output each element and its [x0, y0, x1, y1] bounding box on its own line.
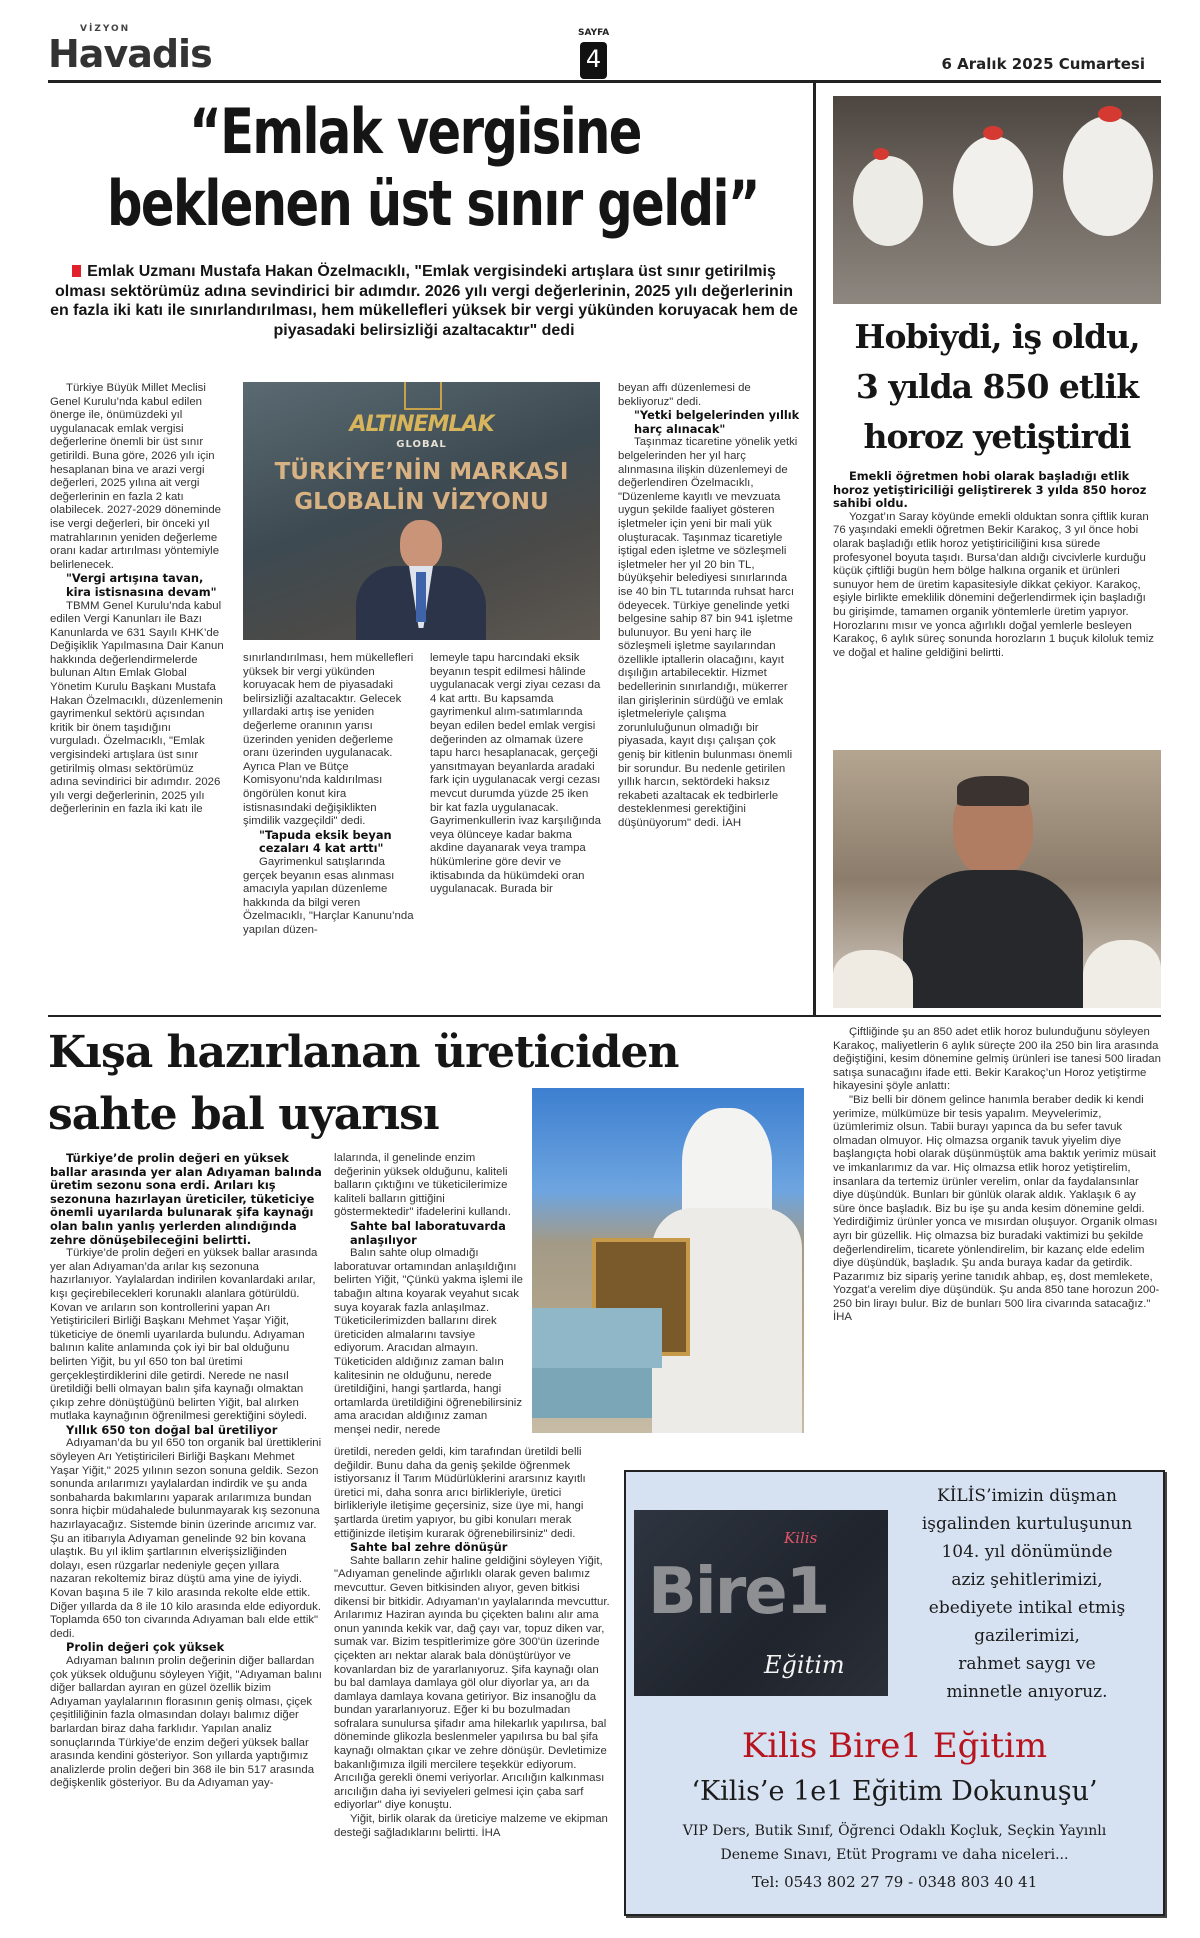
photo-sign-sub: GLOBAL [396, 439, 447, 450]
article1-photo [243, 382, 600, 640]
page-label: SAYFA [578, 28, 610, 38]
article1-subheading: "Vergi artışına tavan, kira istisnasına devam" [66, 571, 217, 599]
beehive [532, 1308, 662, 1368]
ad-memorial-message [894, 1482, 1160, 1706]
article1-column2 [243, 652, 415, 937]
article2-headline-line2: 3 yılda 850 etlik [855, 367, 1139, 406]
article3-column2-top [334, 1152, 524, 1437]
issue-date: 6 Aralık 2025 Cumartesi [941, 55, 1145, 73]
ad-message-line: 104. yıl dönümünde [941, 1542, 1113, 1562]
column-divider [813, 80, 816, 1015]
bullet-square-icon [72, 265, 81, 277]
article3-paragraph: Türkiye’de prolin değeri en yüksek ballar arasında yer alan Adıyaman’da arılar kış sezonuna hazırlanıyor. Yaylalardan indirilen kovanlardaki arılar, kışı geçirebilecekleri korunaklı alanlara götürüldü. Kovan ve arıların son kontrollerini yapan Arı Yetiştiricileri Birliği Başkanı Mehmet Yaşar Yiğit, tüketiciye de önemli uyarılarda bulundu. Adıyaman balının kalite anlamında çok iyi bir bal olduğunu belirten Yiğit, bu yıl 650 ton bal üretimi gerçekleştirdiklerini dile getirdi. Nerede ne nasıl üretildiği belli olmayan balın şifa kaynağı olmaktan çıkıp zehre dönüştüğünü belirten Yiğit, bal alırken mutlaka kaynağının öğrenilmesi gerektiğini söyledi. [50, 1247, 318, 1423]
article2-body-bottom [833, 1026, 1161, 1325]
ad-message-line: KİLİS’imizin düşman [937, 1486, 1117, 1506]
masthead-rule [48, 80, 1161, 83]
article3-subheading: Prolin değeri çok yüksek [66, 1640, 225, 1655]
right-column-rule [813, 1015, 1161, 1017]
article1-spot [48, 262, 800, 340]
article1-column1 [50, 382, 224, 817]
ad-logo-script-top: Kilis [784, 1529, 818, 1547]
ad-message-line: gazilerimizi, [974, 1626, 1080, 1646]
article3-column1 [50, 1152, 322, 1791]
ad-message-line: işgalinden kurtuluşunun [921, 1514, 1133, 1534]
rooster-shape [1063, 116, 1153, 236]
article3-headline-line2: sahte bal uyarısı [48, 1089, 439, 1140]
article1-column3 [430, 652, 602, 897]
article2-headline-line3: horoz yetiştirdi [863, 417, 1131, 456]
ad-logo-script-bottom: Eğitim [764, 1651, 845, 1679]
ad-services-line1: VIP Ders, Butik Sınıf, Öğrenci Odaklı Koçluk, Seçkin Yayınlı [682, 1823, 1107, 1839]
article1-paragraph: sınırlandırılması, hem mükellefleri yüksek bir vergi yükünden koruyacak hem de piyasadaki belirsizliği azaltacaktır. Gelecek yıllardaki artış ise yeniden değerleme oranının yarısı üzerinden yeniden değerleme oranı üzerinden uygulanacak. Ayrıca Plan ve Bütçe Komisyonu’nda kaldırılması öngörülen konut kira istisnasındaki değişiklikten şimdilik vazgeçildi" dedi. [243, 652, 414, 828]
ad-brand: Kilis Bire1 Eğitim [741, 1726, 1048, 1766]
rooster-comb [873, 148, 889, 160]
article1-paragraph: Taşınmaz ticaretine yönelik yetki belgelerinden her yıl harç alınmasına ilişkin düzenlemeyi de değerlendiren Özelmacıklı, "Düzenleme kayıtlı ve mevzuata uygun şekilde faaliyet gösteren işletmeler için yeni bir mali yük oluşturacak. Taşınmaz ticaretiyle iştigal eden işletme ve sözleşmeli işletmeler her yıl 20 bin TL, büyükşehir belediyesi sınırlarında ise 40 bin TL tutarında ruhsat harcı ödeyecek. Türkiye genelinde yetki belgesine sahip 87 bin 941 işletme bulunuyor. Bu yeni harç ile sözleşmeli işletme sayılarından özellikle iptallerin olacağını, kayıt dışılığın artabilecektir. Hizmet bedellerinin sınırlandığı, mükerrer ilan girişlerinin sürdüğü ve emlak işletmeleriyle çalışma zorunluluğunun olmadığı bir piyasada, kayıt dışı çalışan çok geniş bir kitlenin bulunması önemli bir sorundur. Bu nedenle getirilen yıllık harcın, sektördeki haksız rekabeti azaltacak ek tedbirlerle desteklenmesi gerektiğini düşünüyorum" dedi. İAH [618, 436, 798, 829]
article3-column2-bottom [334, 1446, 612, 1840]
article2-paragraph: Çiftliğinde şu an 850 adet etlik horoz bulunduğunu söyleyen Karakoç, maliyetlerin 6 aylık süreçte 200 ila 250 bin lira arasında değiştiğini, kesim dönemine gelmiş ürünleri ise tanesi 500 liradan satışa sunacağını ifade etti. Bekir Karakoç’un Horoz yetiştirme hikayesini şöyle anlattı: [833, 1026, 1161, 1093]
article2-headline-line1: Hobiydi, iş oldu, [854, 317, 1140, 356]
kilis-bire1-ad [624, 1470, 1165, 1916]
rooster-shape [953, 136, 1033, 246]
rooster-comb [983, 126, 1003, 140]
ad-message-line: rahmet saygı ve [958, 1654, 1096, 1674]
farmer-jacket [903, 870, 1083, 1008]
article2-paragraph: "Biz belli bir dönem gelince hanımla beraber dedik ki kendi yerimize, mülkümüze bir tesis yapalım. Meyvelerimiz, üzümlerimiz olsun. Tabii burayı yapınca da bu sefer tavuk olmadan olmuyor. Hiç olmazsa organik tavuk yiyelim diye başlangıçta hobi olarak düşünmüştük ama baktık yerimiz müsait ve imkanlarımız da var. Hiç olmazsa etlik horoz yetiştirelim, insanlara da tertemiz ürünler verelim, onlar da faydalansınlar diye düşündük. Bunları bir günlük olarak aldık. Yaklaşık 6 ay süre önce başladık. Biz bu işe şu anda kesim dönemine geldi. Yedirdiğimiz ürünler yonca ve mısırdan oluşuyor. Organik olması ayrı bir güzellik. Hiç olmazsa biz buradaki vaktimizi bu şekilde değerlendirelim, ticarete yönlendirelim, bir kazanç elde edelim diye düşündük, başladık. Şu anda buraya kadar da getirdik. Pazarımız biz sipariş yerine tanıdık ahbap, eş, dost memlekete, Yozgat’a verelim diye düşündük. Şu anda 850 tane horozun 200-250 bin lirayı bulur. Biz de bunları 500 lira civarında satacağız." İHA [833, 1093, 1160, 1324]
article1-headline-line2: beklenen üst sınır geldi” [107, 167, 759, 240]
brand-small: VİZYON [80, 24, 131, 34]
ad-logo-panel [634, 1510, 888, 1696]
article3-lead: Türkiye’de prolin değeri en yüksek ballar arasında yer alan Adıyaman balında üretim sezonu sona erdi. Arıları kış sezonuna hazırlayan üreticiler, tüketiciye önemli uyarılarda bulunarak şifa kaynağı olan balın yanlış yerlerden alındığında zehre dönüşebileceğini belirtti. [50, 1151, 322, 1247]
article2-lead: Emekli öğretmen hobi olarak başladığı etlik horoz yetiştiriciliği geliştirerek 3 yılda 850 horoz sahibi oldu. [833, 469, 1147, 511]
article2-headline [833, 312, 1161, 462]
brand-emblem-icon [404, 382, 442, 410]
article3-paragraph: Yiğit, birlik olarak da üreticiye malzeme ve ekipman desteği sağladıklarını belirtti. İHA [334, 1813, 608, 1839]
article2-body-top [833, 470, 1161, 660]
farmer-hair [957, 776, 1029, 806]
article1-paragraph: beyan affı düzenlemesi de bekliyoruz" dedi. [618, 382, 751, 408]
article1-bottom-rule [48, 1015, 816, 1017]
article1-paragraph: Türkiye Büyük Millet Meclisi Genel Kurulu’nda kabul edilen önerge ile, önümüzdeki yıl uygulanacak emlak vergisi değerlerine önemli bir üst sınır getirildi. Buna göre, 2026 yılı için hesaplanan bina ve arazi vergi değerleri, 2025 yılına ait vergi değerlerinin en fazla 2 katı olabilecek. 2027-2029 döneminde ise vergi değerleri, bir önceki yıl matrahlarının yeniden değerleme oranı kadar artırılması yöntemiyle belirlenecek. [50, 382, 221, 571]
farmer-photo [833, 750, 1161, 1008]
ad-logo-main: Bire1 [648, 1555, 829, 1629]
rooster-comb [1098, 106, 1122, 122]
person-tie [416, 572, 426, 622]
article1-paragraph: TBMM Genel Kurulu’nda kabul edilen Vergi Kanunları ile Bazı Kanunlarda ve 631 Sayılı KHK’de Değişiklik Yapılmasına Dair Kanun hakkında değerlendirmelerde bulunan Altın Emlak Global Yönetim Kurulu Başkanı Mustafa Hakan Özelmacıklı, düzenlemenin gayrimenkul sektörü açısından kritik bir önem taşıdığını vurguladı. Özelmacıklı, "Emlak vergisindeki artışlara üst sınır getirilmiş olması sektörümüz adına sevindirici bir adımdır. 2026 yılı vergi değerlerinin, 2025 yılı değerlerinin en fazla iki katı ile [50, 599, 224, 816]
article1-headline-line1: “Emlak vergisine [189, 95, 641, 168]
article2-paragraph: Yozgat’ın Saray köyünde emekli olduktan sonra çiftlik kuran 76 yaşındaki emekli öğretmen Bekir Karakoç, 3 yıl önce hobi olarak başladığı etlik horoz yetiştiriciliğini kısa sürede profesyonel boyuta taşıdı. Bursa’dan aldığı civcivlerle kurduğu küçük çiftliği bugün hem bölge halkına organik et ürünleri sunuyor hem de üretim kapasitesiyle dikkat çekiyor. Karakoç, eşiyle birlikte emeklilik dönemini değerlendirmek için başladığı bu girişimde, tamamen organik yöntemlerle üretim yapıyor. Horozlarını mısır ve yonca ağırlıklı doğal yemlerle besleyen Karakoç, 6 aylık süreç sonunda horozların 1 buçuk kiloluk temiz ve doğal et haline geldiğini belirtti. [833, 510, 1154, 659]
rooster-shape [853, 156, 923, 246]
photo-sign-brand: ALTINEMLAK [349, 412, 494, 437]
hen-group [1083, 940, 1161, 1008]
article3-headline-line1: Kışa hazırlanan üreticiden [48, 1027, 679, 1078]
article3-paragraph: üretildi, nereden geldi, kim tarafından üretildi belli değildir. Bunu daha da geniş şekilde öğrenmek istiyorsanız İl Tarım Müdürlüklerini ararsınız kayıtlı üretici mi, daha sonra arıcı birlikleriyle, üretici birlikleriyle iletişime geçersiniz, size üye mi, hangi şartlarda üretim yapıyor, bu gibi konuları merak ettiğinizde iletişim kurarak öğrenebilirsiniz" dedi. [334, 1446, 586, 1540]
ad-slogan: ‘Kilis’e 1e1 Eğitim Dokunuşu’ [691, 1776, 1098, 1807]
article1-paragraph: lemeyle tapu harcındaki eksik beyanın tespit edilmesi hâlinde uygulanacak vergi ziyaı cezası da 4 kat arttı. Bu kapsamda gayrimenkul alım-satımlarında beyan edilen bedel emlak vergisi değerinden az olmamak üzere tapu harcı hesaplanacak, gerçeği yansıtmayan beyanlarda aradaki fark için uygulanacak vergi cezası mevcut durumda yüzde 25 iken bir kat fazla uygulanacak. Gayrimenkullerin ivaz karşılığında veya ölünceye kadar bakma akdine dayanarak veya trampa hükümlerine göre devir ve iktisabında da hükümdeki oran uygulanacak. Burada bir [430, 652, 601, 896]
roosters-photo [833, 96, 1161, 304]
beehive [532, 1368, 652, 1418]
article1-subheading: "Yetki belgelerinden yıllık harç alınacak" [634, 408, 800, 436]
article3-subheading: Yıllık 650 ton doğal bal üretiliyor [66, 1422, 278, 1437]
article3-paragraph: Balın sahte olup olmadığı laboratuvar ortamından anlaşıldığını belirten Yiğit, "Çünkü yakma işlemi ile tabağın altına koyarak veyahut sıcak suya koyarak fazla anlaşılmaz. Tüketicilerimizden ballarını direk üreticiden almalarını tavsiye ediyorum. Aracıdan almayın. Tüketiciden aldığınız zaman balın kalitesinin ne olduğunu, nerede üretildiğini, hangi şartlarda, hangi ortamlarda üretildiğini öğrenebilirsiniz ama aracıdan aldığınız zaman menşei nedir, nerede [334, 1247, 523, 1436]
photo-sign-line1: TÜRKİYE’NİN MARKASI [274, 459, 569, 485]
article1-spot-text: Emlak Uzmanı Mustafa Hakan Özelmacıklı, "Emlak vergisindeki artışlara üst sınır getirilmiş olması sektörümüz adına sevindirici bir adımdır. 2026 yılı vergi değerlerinin, 2025 yılı değerlerinin en fazla iki katı ile sınırlandırılması, hem mükellefleri yüksek bir vergi yükünden koruyacak hem de piyasadaki belirsizliği azaltacaktır" dedi [50, 263, 798, 339]
ad-message-line: ebediyete intikal etmiş [928, 1598, 1126, 1618]
page-number: 4 [580, 42, 607, 79]
beekeeper-photo [532, 1088, 804, 1433]
article3-subheading: Sahte bal laboratuvarda anlaşılıyor [350, 1218, 506, 1247]
photo-sign-line2: GLOBALİN VİZYONU [294, 489, 549, 515]
article3-paragraph: Adıyaman’da bu yıl 650 ton organik bal ürettiklerini söyleyen Arı Yetiştiricileri Birliği Başkanı Mehmet Yaşar Yiğit," 2025 yılının sezon sonuna geldik. Sezon sonunda arılarımızı yaylalardan indirdik ve şu anda sonbaharda bakımlarını yaparak arılarımıza bundan sonra hiçbir müdahalede bulunmayarak kış sezonuna hazırlayacağız. Sistemde binin üzerinde arıcımız var. Şu an itibarıyla Adıyaman genelinde 92 bin kovana ulaştık. Bu yıl iklim şartlarının elverişsizliğinden dolayı, esen rüzgarlar nedeniyle geçen yıllara nazaran rekoltemiz biraz düştü ama yine de iyiydi. Kovan başına 5 ile 7 kilo arasında rekolte elde ettik. Diğer yıllarda da 8 ile 10 kilo arasında elde ediyorduk. Toplamda 650 ton civarında Adıyaman balı elde ettik" dedi. [50, 1437, 322, 1640]
ad-services-line2: Deneme Sınavı, Etüt Programı ve daha niceleri... [720, 1847, 1069, 1863]
article1-column4 [618, 382, 802, 831]
article3-subheading: Sahte bal zehre dönüşür [350, 1540, 508, 1555]
article1-subheading: "Tapuda eksik beyan cezaları 4 kat arttı" [259, 827, 392, 856]
hen-group [833, 950, 913, 1008]
ad-phone[interactable]: Tel: 0543 802 27 79 - 0348 803 40 41 [751, 1873, 1038, 1891]
person-head [400, 520, 442, 570]
article1-paragraph: Gayrimenkul satışlarında gerçek beyanın esas alınması amacıyla yapılan düzenleme hakkında da bilgi veren Özelmacıklı, "Harçlar Kanunu’nda yapılan düzen- [243, 855, 414, 936]
ad-message-line: aziz şehitlerimizi, [951, 1570, 1103, 1590]
article1-headline [30, 96, 800, 240]
article3-paragraph: Adıyaman balının prolin değerinin diğer ballardan çok yüksek olduğunu söyleyen Yiğit, "Adıyaman balını diğer ballardan ayıran en güzel özellik bizim Adıyaman yaylalarının florasının geniş olması, çiçek çeşitliliğinin fazla olmasından dolayı balımız diğer barlardan biraz daha farklıdır. Yapılan analiz sonuçlarında Türkiye’de enzim değeri yüksek ballar arasında kendini gösteriyor. Son yıllarda yaptığımız analizlerde prolin değeri bin 368 ile bin 517 arasında değişkenlik gösteriyor. Bu da Adıyaman yay- [50, 1654, 322, 1790]
article3-paragraph: lalarında, il genelinde enzim değerinin yüksek olduğunu, kaliteli balların çıktığını ve tüketicilerimize kaliteli balların gittiğini göstermektedir" ifadelerini kullandı. [334, 1152, 511, 1219]
brand-logo: Havadis [48, 32, 212, 76]
article3-paragraph: Sahte balların zehir haline geldiğini söyleyen Yiğit, "Adıyaman genelinde ağırlıklı olarak geven balımız mevcuttur. Geven bitkisinden alıyor, geven bitkisi dikensi bir bitkidir. Adıyaman'ın yaylalarında mevcuttur. Arılarımız Haziran ayında bu çiçekten balını alır ama onun yanında kekik var, dağ çayı var, topuz diken var, sumak var. Bizim tespitlerimize göre 300'ün üzerinde çiçekten arı nektar alarak bala dönüştürüyor ve kovanlardan biz de yararlanıyoruz. Şifa kaynağı olan bu bal damlaya damlaya göl olur diyorlar ya, arı da damlaya damlaya kovana getiriyor. Biz insanoğlu da bundan yararlanıyoruz. Eğer ki bu bozulmadan sofralara sunulursa şifadır ama hilekarlık yapılırsa, bal döneminde glikozla beslenmeler yapılırsa bu bal şifa kaynağı olmaktan çıkar ve zehre dönüşür. Devletimize bakanlığımıza ilgili mercilere teşekkür ediyorum. Arıcılığa gerekli önemi veriyorlar. Arıcılığın kalkınması arıcılığın daha iyi seviyeleri gelmesi için çaba sarf ediyorlar" diye konuştu. [334, 1554, 610, 1812]
ad-message-line: minnetle anıyoruz. [946, 1682, 1108, 1702]
